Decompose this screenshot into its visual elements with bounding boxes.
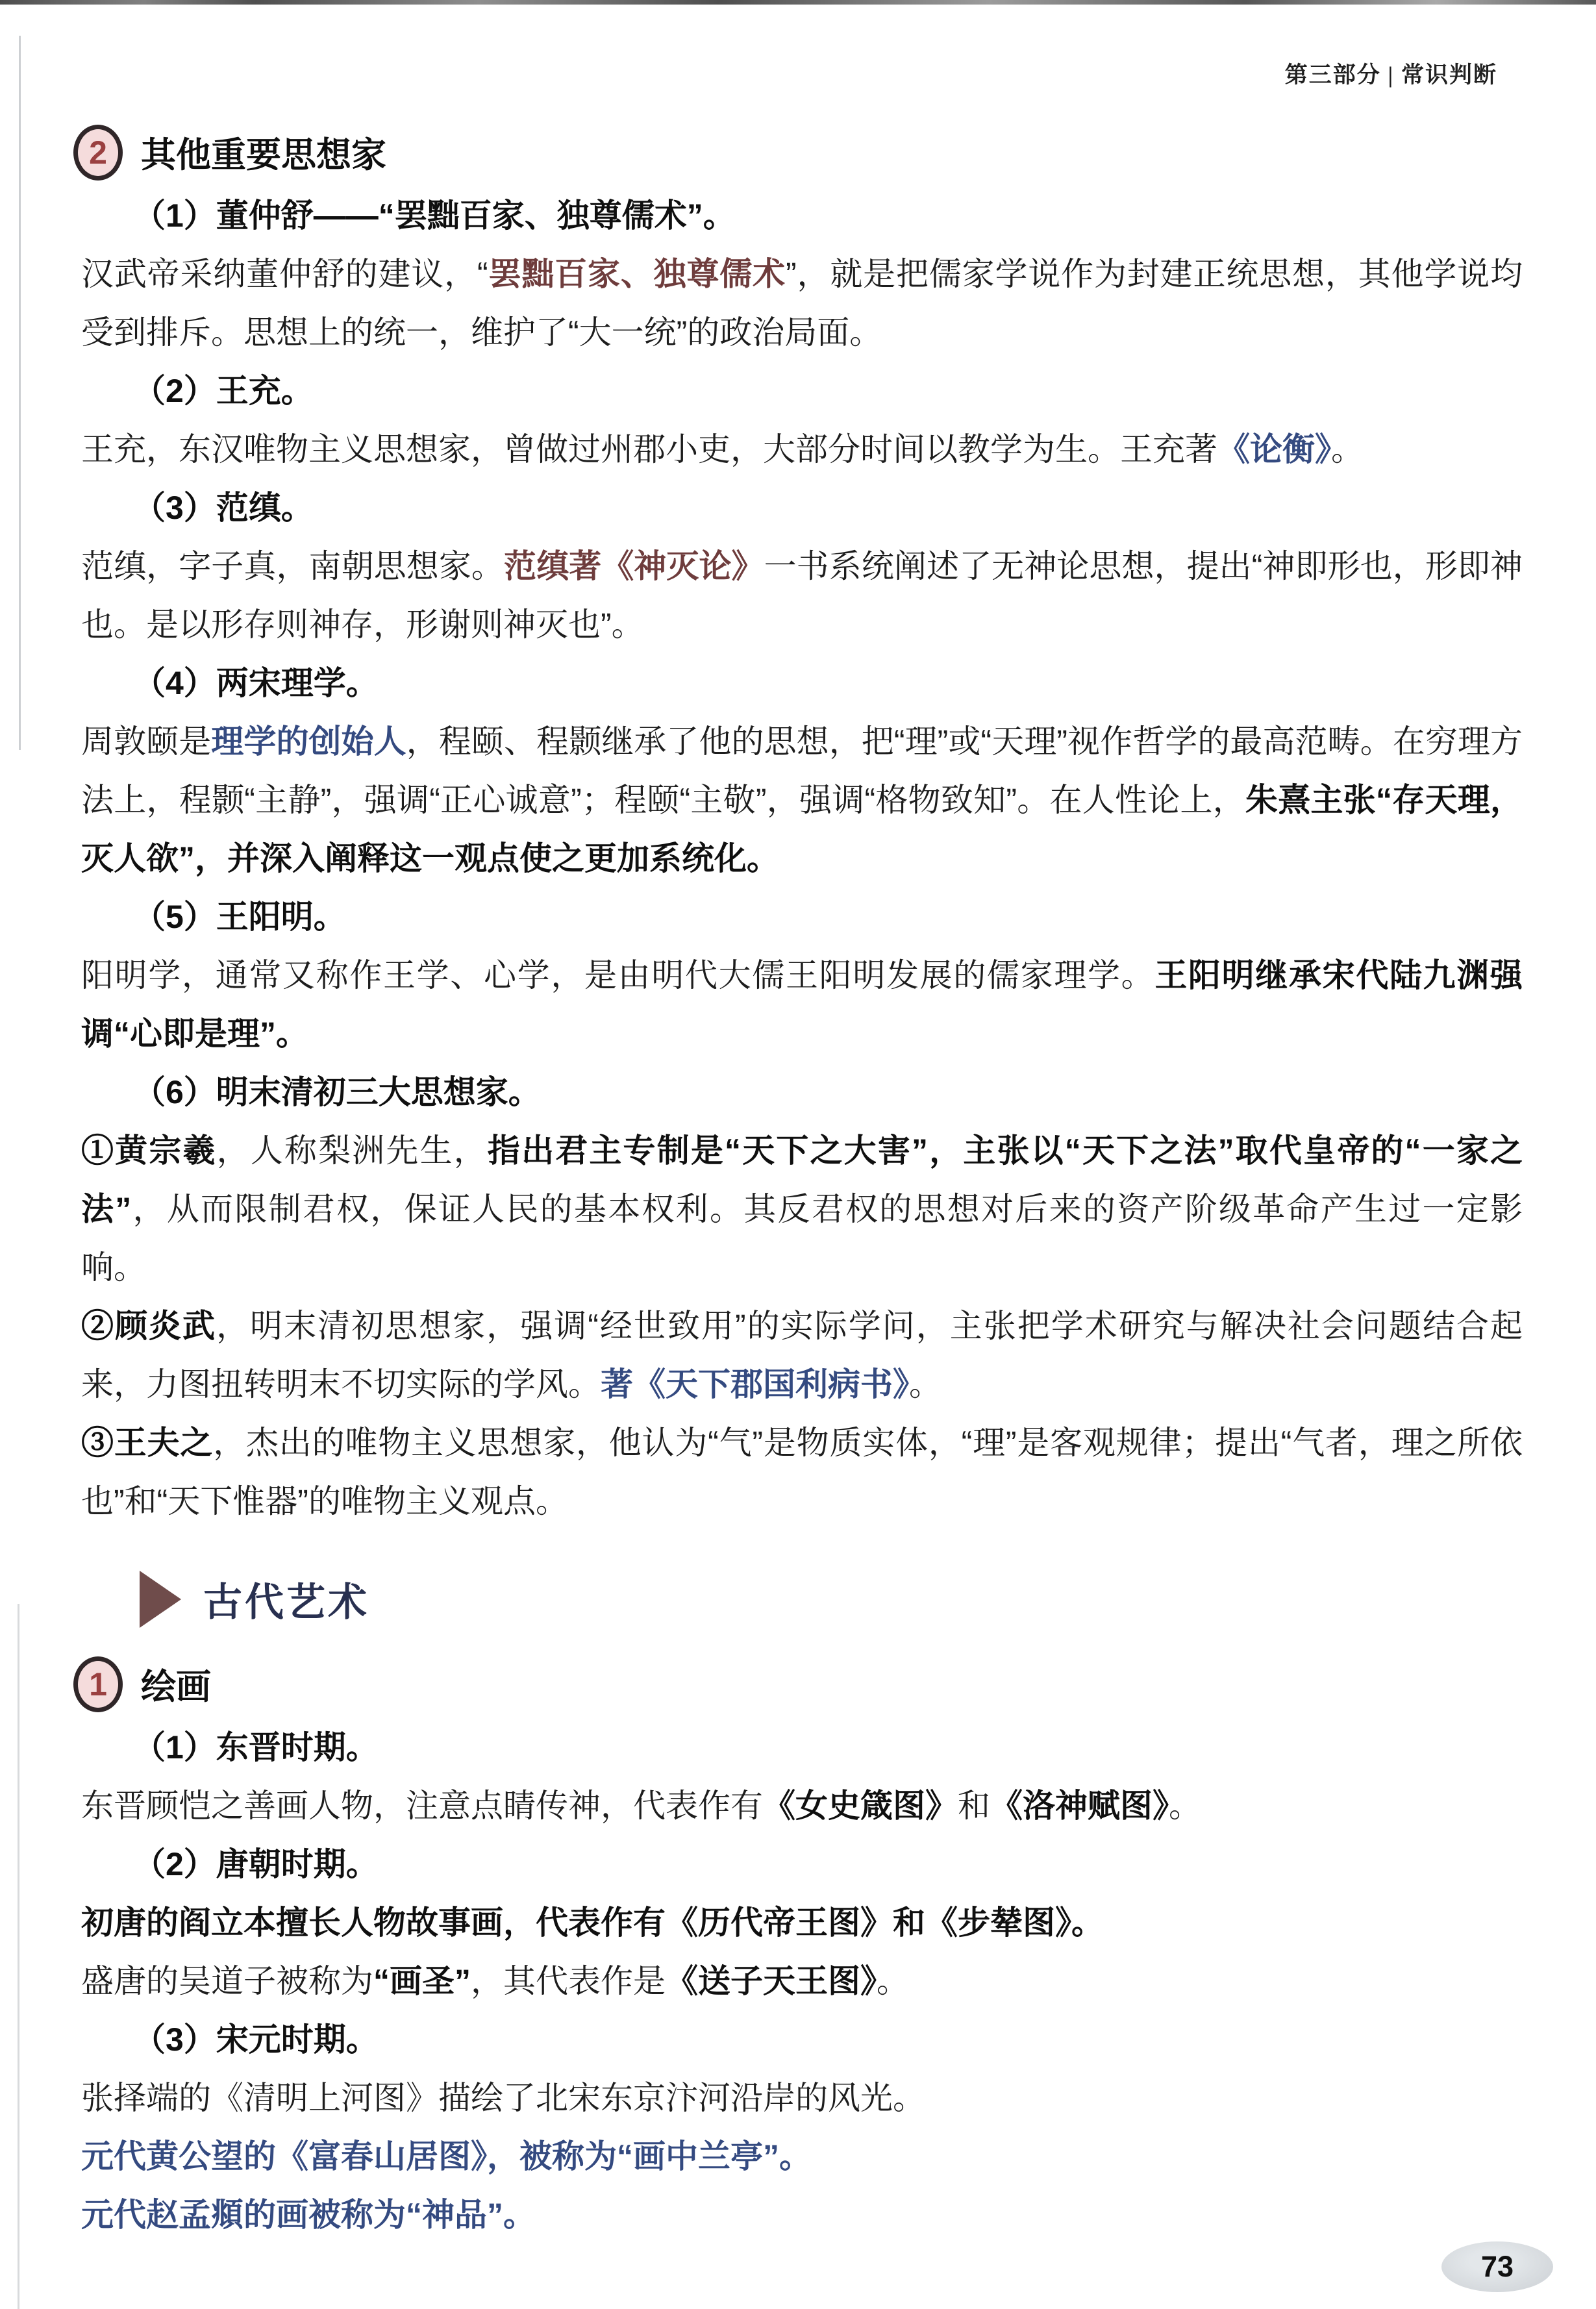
text-segment: 盛唐的吴道子被称为 — [81, 1963, 373, 1999]
text-segment: 。 — [1169, 1788, 1201, 1824]
paragraph — [81, 1952, 1523, 2010]
text-segment: 张择端的《清明上河图》描绘了北宋东京汴河沿岸的风光。 — [81, 2080, 925, 2116]
paragraph — [81, 537, 1523, 654]
text-segment: ②顾炎武 — [81, 1308, 217, 1344]
text-segment: 东晋顾恺之善画人物，注意点睛传神，代表作有 — [81, 1788, 763, 1824]
subsection-heading: （5）王阳明。 — [133, 899, 346, 935]
text-segment: ，其代表作是 — [471, 1963, 666, 1999]
circled-number-icon: 2 — [73, 125, 123, 181]
text-segment: 。 — [877, 1963, 909, 1999]
text-segment: 。 — [1331, 431, 1364, 468]
text-segment: 朱熹主张“存天理，灭人欲”，并深入阐释这一观点使之更加系统化。 — [81, 782, 1523, 877]
text-segment: 周敦颐是 — [81, 723, 212, 760]
subsection-heading: （4）两宋理学。 — [133, 665, 379, 701]
paragraph — [81, 1777, 1523, 1835]
section-heading — [73, 118, 1523, 186]
text-segment: 《送子天王图》 — [666, 1963, 877, 1999]
subsection-heading: （3）宋元时期。 — [133, 2021, 379, 2058]
text-segment: 《论衡》 — [1217, 431, 1331, 468]
text-segment: 一书系统阐述了无神论思想，提出“神即形也，形即神也。是以形存则神存，形谢则神灭也”。 — [81, 548, 1523, 643]
text-segment: 《女史箴图》 — [763, 1788, 958, 1824]
text-segment: ①黄宗羲 — [81, 1132, 217, 1169]
paragraph — [81, 2069, 1523, 2127]
right-triangle-icon — [140, 1571, 181, 1628]
text-segment: “画圣” — [373, 1963, 471, 1999]
text-segment: 王阳明继承宋代陆九渊强调“心即是理”。 — [81, 957, 1523, 1052]
part-heading — [140, 1563, 1523, 1636]
text-segment: 著《天下郡国利病书》 — [601, 1366, 909, 1403]
subsection-heading: （6）明末清初三大思想家。 — [133, 1074, 541, 1110]
text-segment: 罢黜百家、独尊儒术 — [488, 256, 786, 292]
subsection-heading: （1）东晋时期。 — [133, 1729, 379, 1766]
text-segment: 《洛神赋图》 — [990, 1788, 1169, 1824]
text-segment: 阳明学，通常又称作王学、心学，是由明代大儒王阳明发展的儒家理学。 — [81, 957, 1155, 993]
circled-number-icon: 1 — [73, 1656, 123, 1712]
paragraph — [81, 245, 1523, 362]
scan-edge-left-lower — [18, 1604, 19, 2309]
text-segment: 指出君主专制是“天下之大害”，主张以“天下之法”取代皇帝的“一家之法” — [81, 1132, 1523, 1227]
section-heading — [73, 1650, 1523, 1718]
text-segment: ，从而限制君权，保证人民的基本权利。其反君权的思想对后来的资产阶级革命产生过一定影响。 — [81, 1191, 1523, 1286]
text-segment: 汉武帝采纳董仲舒的建议，“ — [81, 256, 488, 292]
paragraph — [81, 2186, 1523, 2244]
paragraph — [81, 420, 1523, 479]
running-head: 第三部分 | 常识判断 — [1284, 62, 1497, 88]
text-segment: ，明末清初思想家，强调“经世致用”的实际学问，主张把学术研究与解决社会问题结合起来，力图扭转明末不切实际的学风。 — [81, 1308, 1523, 1403]
paragraph — [81, 946, 1523, 1063]
section-title: 绘画 — [141, 1667, 211, 1706]
text-segment: 。 — [909, 1366, 941, 1403]
text-segment: 范缜，字子真，南朝思想家。 — [81, 548, 504, 584]
text-segment: ，人称梨洲先生， — [216, 1132, 488, 1169]
page-number-badge: 73 — [1441, 2241, 1553, 2292]
text-segment: 初唐的阎立本擅长人物故事画，代表作有《历代帝王图》和《步辇图》。 — [81, 1904, 1104, 1941]
text-segment: 元代赵孟頫的画被称为“神品”。 — [81, 2197, 536, 2233]
text-segment: 范缜著《神灭论》 — [504, 548, 764, 584]
subsection-heading: （2）王充。 — [133, 373, 314, 409]
content — [81, 118, 1523, 2244]
subsection-heading: （1）董仲舒——“罢黜百家、独尊儒术”。 — [133, 197, 736, 234]
text-segment: ③王夫之 — [81, 1425, 214, 1461]
scan-edge-top — [0, 0, 1596, 5]
paragraph — [81, 1121, 1523, 1297]
paragraph — [81, 1893, 1523, 1952]
paragraph — [81, 2127, 1523, 2186]
subsection-heading: （2）唐朝时期。 — [133, 1846, 379, 1882]
subsection-heading: （3）范缜。 — [133, 490, 314, 526]
paragraph — [81, 1297, 1523, 1414]
text-segment: 和 — [958, 1788, 990, 1824]
text-segment: 元代黄公望的《富春山居图》，被称为“画中兰亭”。 — [81, 2138, 812, 2175]
scan-edge-left — [19, 36, 21, 750]
section-title: 其他重要思想家 — [141, 136, 386, 175]
paragraph — [81, 1414, 1523, 1530]
text-segment: 理学的创始人 — [211, 723, 406, 760]
paragraph — [81, 712, 1523, 888]
text-segment: ，杰出的唯物主义思想家，他认为“气”是物质实体，“理”是客观规律；提出“气者，理之所依也”和“天下惟器”的唯物主义观点。 — [81, 1425, 1523, 1519]
part-title: 古代艺术 — [203, 1580, 369, 1624]
text-segment: 王充，东汉唯物主义思想家，曾做过州郡小吏，大部分时间以教学为生。王充著 — [81, 431, 1217, 468]
text-segment: ，程颐、程颢继承了他的思想，把“理”或“天理”视作哲学的最高范畴。在穷理方法上，程颢“主静”，强调“正心诚意”；程颐“主敬”，强调“格物致知”。在人性论上， — [81, 723, 1523, 818]
text-segment: ”，就是把儒家学说作为封建正统思想，其他学说均受到排斥。思想上的统一，维护了“大一统”的政治局面。 — [81, 256, 1523, 351]
